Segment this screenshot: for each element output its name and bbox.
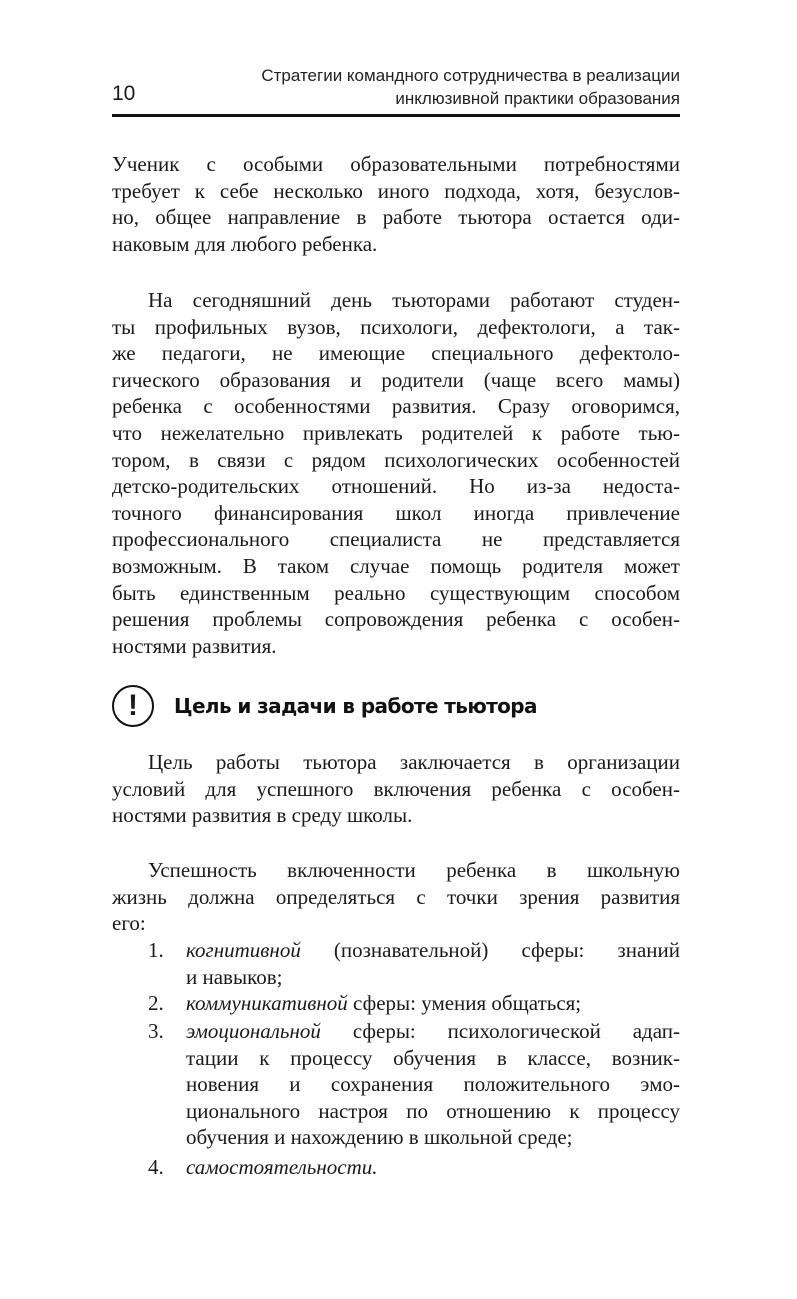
text-line: На сегодняшний день тьюторами работают студен-	[148, 288, 680, 312]
list-number: 3.	[148, 1019, 164, 1043]
text-line	[186, 964, 680, 991]
text-line: ностями развития.	[112, 633, 277, 658]
text-line: гического образования и родители (чаще всего мамы)	[112, 367, 680, 392]
header-title-line: Стратегии командного сотрудничества в реализации	[261, 66, 680, 85]
list-item	[148, 937, 680, 990]
text-line: возможным. В таком случае помощь родителя может	[112, 553, 680, 578]
text-line: ты профильных вузов, психологи, дефектологи, а так-	[112, 314, 680, 339]
text-line: Ученик с особыми образовательными потребностями	[112, 152, 680, 176]
text-line	[186, 990, 680, 1017]
text-segment: (познавательной) сферы: знаний	[300, 938, 680, 962]
text-line	[186, 1045, 680, 1072]
text-line: требует к себе несколько иного подхода, хотя, безуслов-	[112, 178, 680, 203]
text-line: профессионального специалиста не представляется	[112, 527, 680, 552]
text-line: наковым для любого ребенка.	[112, 231, 378, 256]
text-segment: обучения и нахождению в школьной среде;	[186, 1125, 573, 1150]
list-number: 4.	[148, 1155, 164, 1179]
text-line: ребенка с особенностями развития. Сразу оговоримся,	[112, 394, 680, 419]
text-line: но, общее направление в работе тьютора остается оди-	[112, 205, 680, 230]
text-line: ностями развития в среду школы.	[112, 803, 413, 828]
text-segment: новения и сохранения положительного эмо-	[186, 1072, 680, 1097]
text-segment: и навыков;	[186, 964, 283, 989]
text-line	[186, 1154, 680, 1181]
text-line: точного финансирования школ иногда привлечение	[112, 500, 680, 525]
header-title-line: инклюзивной практики образования	[395, 89, 680, 108]
text-line: быть единственным реально существующим способом	[112, 580, 680, 605]
text-line: Цель работы тьютора заключается в организации	[148, 750, 680, 774]
emphasized-term: коммуникативной	[186, 991, 348, 1015]
emphasized-term: эмоциональной	[186, 1019, 321, 1043]
text-line	[186, 1018, 680, 1045]
header-rule	[112, 114, 680, 117]
list-number: 2.	[148, 991, 164, 1015]
text-segment: ционального настроя по отношению к процессу	[186, 1098, 680, 1123]
text-segment: сферы: психологической адап-	[320, 1019, 680, 1043]
text-line	[186, 1071, 680, 1098]
paragraph	[112, 857, 680, 937]
text-line: что нежелательно привлекать родителей к работе тью-	[112, 420, 680, 445]
list-item	[148, 1154, 680, 1181]
text-line: решения проблемы сопровождения ребенка с особен-	[112, 607, 680, 632]
emphasized-term: самостоятельности.	[186, 1155, 378, 1179]
page-number: 10	[112, 82, 136, 105]
list-item	[148, 1018, 680, 1151]
text-segment: сферы: умения общаться;	[347, 991, 582, 1015]
text-line: тором, в связи с рядом психологических особенностей	[112, 447, 680, 472]
text-segment: тации к процессу обучения в классе, возник-	[186, 1045, 680, 1070]
text-line: детско-родительских отношений. Но из-за недоста-	[112, 474, 680, 499]
text-line: условий для успешного включения ребенка с особен-	[112, 776, 680, 801]
exclamation-icon: !	[112, 685, 154, 727]
text-line: его:	[112, 911, 146, 936]
paragraph	[112, 151, 680, 257]
list-item	[148, 990, 680, 1017]
section-heading	[112, 683, 537, 729]
paragraph	[112, 287, 680, 659]
section-heading-text: Цель и задачи в работе тьютора	[174, 694, 537, 718]
text-line	[186, 1098, 680, 1125]
paragraph	[112, 749, 680, 829]
text-line	[186, 937, 680, 964]
text-line	[186, 1124, 680, 1151]
text-line: жизнь должна определяться с точки зрения развития	[112, 884, 680, 909]
text-line: же педагоги, не имеющие специального дефектоло-	[112, 341, 680, 366]
list-number: 1.	[148, 938, 164, 962]
text-line: Успешность включенности ребенка в школьную	[148, 858, 680, 882]
emphasized-term: когнитивной	[186, 938, 301, 962]
